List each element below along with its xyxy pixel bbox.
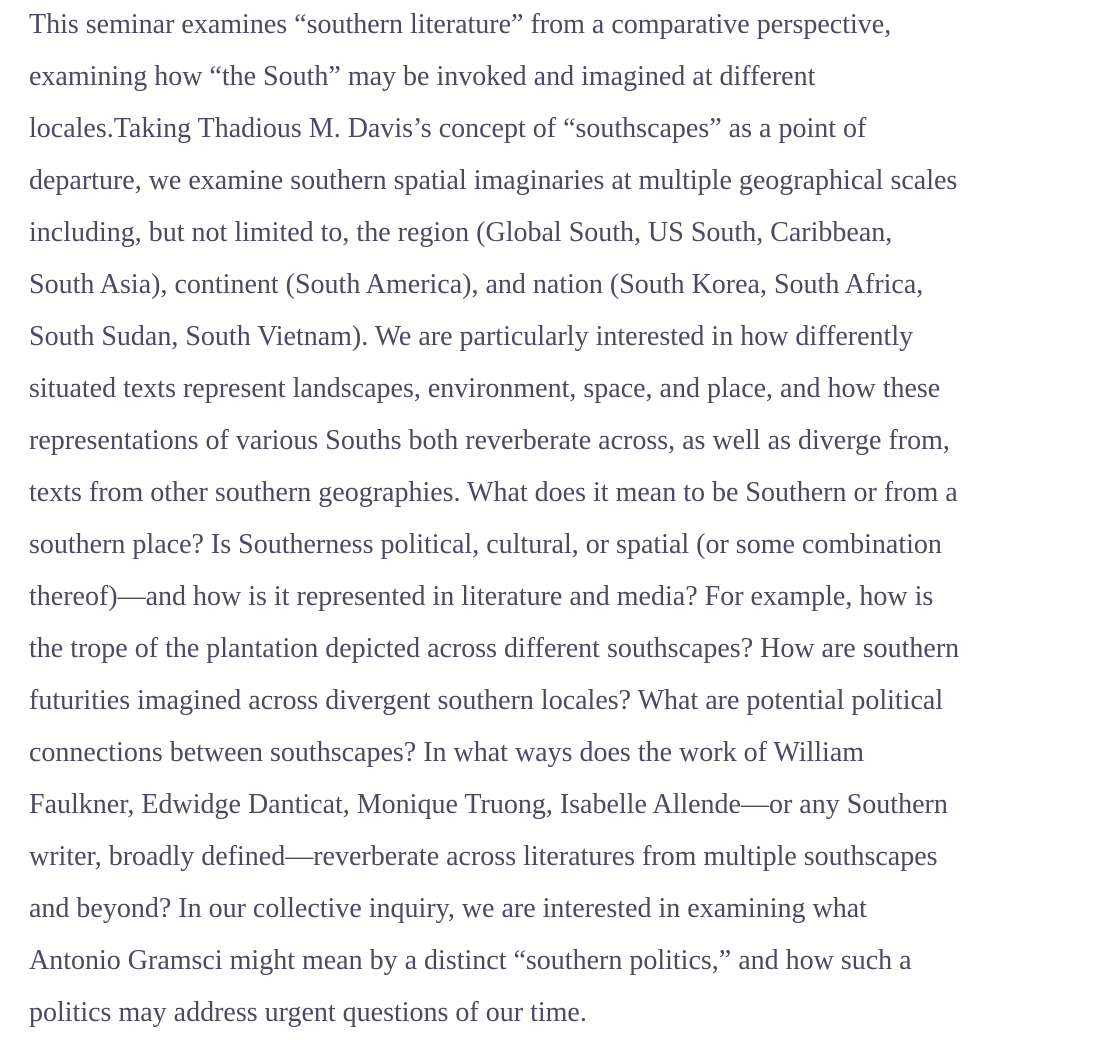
- paragraph-line: connections between southscapes? In what ways does the work of William: [29, 737, 865, 768]
- paragraph-line: This seminar examines “southern literature” from a comparative perspective,: [29, 9, 892, 40]
- seminar-description-paragraph: [29, 0, 1105, 1039]
- paragraph-line: southern place? Is Southerness political, cultural, or spatial (or some combination: [29, 529, 942, 560]
- paragraph-line: examining how “the South” may be invoked and imagined at different: [29, 61, 816, 92]
- paragraph-line: writer, broadly defined—reverberate across literatures from multiple southscapes: [29, 841, 938, 872]
- paragraph-line: the trope of the plantation depicted across different southscapes? How are southern: [29, 633, 960, 664]
- paragraph-line: situated texts represent landscapes, environment, space, and place, and how these: [29, 373, 941, 404]
- paragraph-line: Antonio Gramsci might mean by a distinct “southern politics,” and how such a: [29, 945, 912, 976]
- paragraph-line: representations of various Souths both reverberate across, as well as diverge from,: [29, 425, 950, 456]
- paragraph-line: and beyond? In our collective inquiry, we are interested in examining what: [29, 893, 867, 924]
- paragraph-line: South Sudan, South Vietnam). We are particularly interested in how differently: [29, 321, 914, 352]
- paragraph-line: Faulkner, Edwidge Danticat, Monique Truong, Isabelle Allende—or any Southern: [29, 789, 948, 820]
- paragraph-line: thereof)—and how is it represented in literature and media? For example, how is: [29, 581, 934, 612]
- document-body: [29, 0, 1105, 1040]
- paragraph-line: including, but not limited to, the region (Global South, US South, Caribbean,: [29, 217, 893, 248]
- paragraph-line: texts from other southern geographies. What does it mean to be Southern or from a: [29, 477, 958, 508]
- paragraph-line: futurities imagined across divergent southern locales? What are potential political: [29, 685, 944, 716]
- paragraph-line: departure, we examine southern spatial imaginaries at multiple geographical scales: [29, 165, 958, 196]
- paragraph-line: politics may address urgent questions of our time.: [29, 997, 587, 1028]
- paragraph-line: locales.Taking Thadious M. Davis’s concept of “southscapes” as a point of: [29, 113, 867, 144]
- paragraph-line: South Asia), continent (South America), and nation (South Korea, South Africa,: [29, 269, 924, 300]
